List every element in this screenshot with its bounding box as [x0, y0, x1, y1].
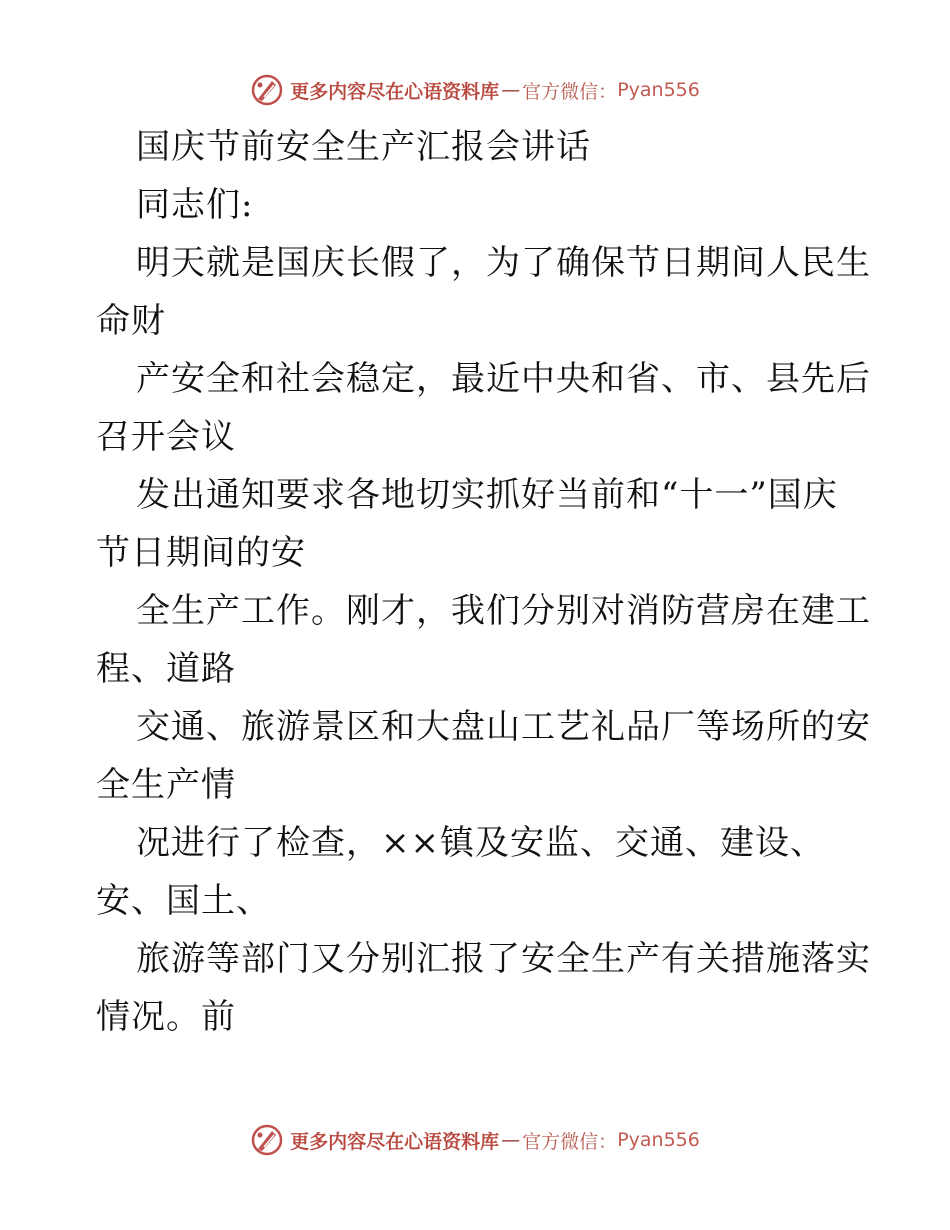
paragraph-line: 全生产工作。刚才，我们分别对消防营房在建工 [136, 591, 871, 631]
paragraph-line: 发出通知要求各地切实抓好当前和“十一”国庆 [136, 475, 838, 515]
paragraph-line: 安、国土、 [96, 881, 271, 921]
paragraph-line: 全生产情 [96, 765, 236, 805]
paragraph-line: 程、道路 [96, 649, 236, 689]
paragraph-line: 明天就是国庆长假了，为了确保节日期间人民生 [136, 243, 871, 283]
banner-library-text: 更多内容尽在心语资料库 [290, 1130, 500, 1153]
banner-library-text: 更多内容尽在心语资料库 [290, 80, 500, 103]
banner-account: Pyan556 [617, 1129, 700, 1151]
document-body [96, 118, 871, 1046]
banner-wechat-label: 官方微信： [522, 1130, 618, 1153]
footer-banner [0, 1120, 950, 1160]
paragraph-line: 旅游等部门又分别汇报了安全生产有关措施落实 [136, 939, 871, 979]
paragraph-line: 命财 [96, 301, 166, 341]
paragraph-line: 交通、旅游景区和大盘山工艺礼品厂等场所的安 [136, 707, 871, 747]
paragraph-line: 情况。前 [96, 997, 236, 1037]
pen-nib-logo-icon [250, 1123, 284, 1157]
paragraph-line: 节日期间的安 [96, 533, 306, 573]
banner-account: Pyan556 [617, 79, 700, 101]
pen-nib-logo-icon [250, 73, 284, 107]
paragraph-line: 况进行了检查，××镇及安监、交通、建设、 [136, 823, 825, 863]
header-banner [0, 70, 950, 110]
paragraph-line: 产安全和社会稳定，最近中央和省、市、县先后 [136, 359, 871, 399]
paragraph-line: 同志们: [136, 185, 254, 225]
banner-dash: — [501, 79, 521, 101]
paragraph-line: 国庆节前安全生产汇报会讲话 [136, 127, 591, 167]
paragraph-line: 召开会议 [96, 417, 236, 457]
banner-wechat-label: 官方微信： [522, 80, 618, 103]
banner-dash: — [501, 1129, 521, 1151]
